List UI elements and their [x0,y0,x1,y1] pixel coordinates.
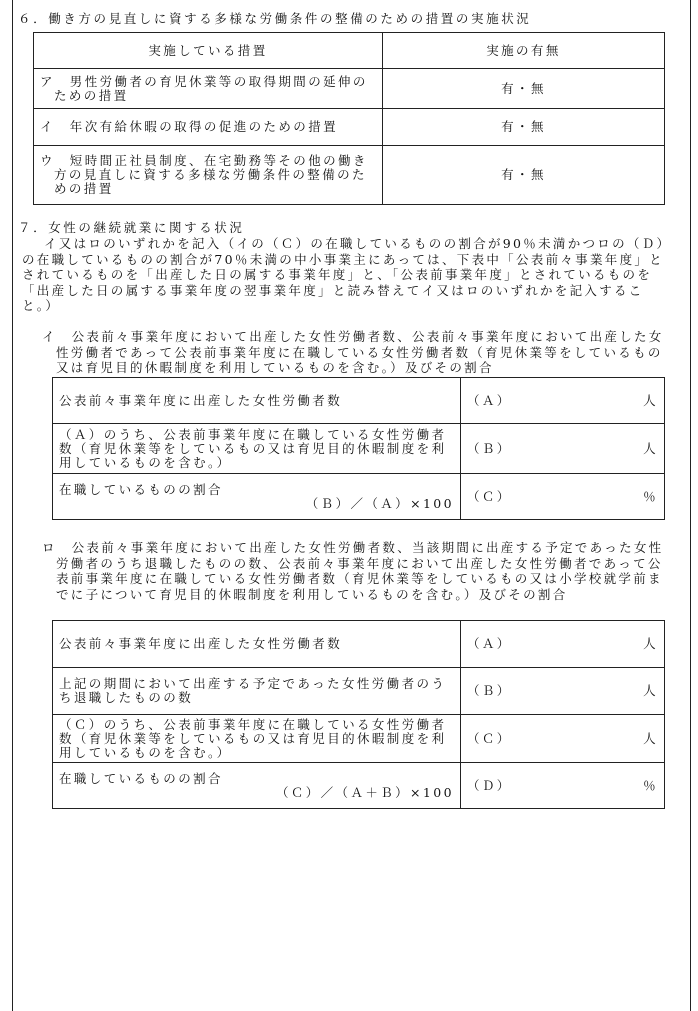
i-row-b-value [461,424,665,474]
ro-row-c-value [461,715,665,763]
table-row [34,109,665,146]
ro-row-d-formula: （Ｃ）／（Ａ＋Ｂ）×100 [275,784,454,800]
ro-row-c-unit: 人 [643,730,658,746]
section7-ro-table [52,620,665,809]
i-row-c-formula: （Ｂ）／（Ａ）×100 [305,495,454,511]
i-row-c-unit: ％ [643,488,658,504]
i-row-a-value [461,378,665,424]
i-row-c-value [461,474,665,520]
status-i[interactable]: 有・無 [383,109,665,146]
section7-i-title: イ 公表前々事業年度において出産した女性労働者数、公表前々事業年度において出産した女性労働者であって公表前事業年度に在職している女性労働者数（育児休業等をしているもの又は育児目的休暇制度を利用しているものを含む。）及びその割合 [42,329,664,375]
i-row-a-key: （Ａ） [467,392,512,408]
status-u[interactable]: 有・無 [383,146,665,205]
section7-instructions: イ又はロのいずれかを記入（イの（Ｃ）の在職しているものの割合が90％未満かつロの（Ｄ）の在職しているものの割合が70％未満の中小事業主にあっては、下表中「公表前々事業年度」とされているものを「出産した日の属する事業年度」と、「公表前事業年度」とされているものを「出産した日の属する事業年度の翌事業年度」と読み替えてイ又はロのいずれかを記入すること。） [22,236,672,313]
table-row [53,715,665,763]
ro-row-a-key: （Ａ） [467,636,512,651]
measure-a: ア 男性労働者の育児休業等の取得期間の延伸のための措置 [34,69,383,109]
ro-row-b-unit: 人 [643,683,658,698]
section7-ro-title: ロ 公表前々事業年度において出産した女性労働者数、当該期間に出産する予定であった女性労働者のうち退職したものの数、公表前々事業年度において出産した女性労働者であって公表前事業年度に在職している女性労働者数（育児休業等をしているもの又は小学校就学前までに子について育児目的休暇制度を利用しているものを含む。）及びその割合 [42,540,664,602]
ro-row-d-label: 在職しているものの割合 [59,770,223,786]
section7-i-table [52,377,665,520]
ro-row-a-label: 公表前々事業年度に出産した女性労働者数 [53,621,461,668]
ro-row-a-unit: 人 [643,636,658,651]
i-row-c-label: 在職しているものの割合 [59,481,223,497]
ro-row-c-key: （Ｃ） [467,730,512,746]
i-row-a-unit: 人 [643,392,658,408]
col-status-header: 実施の有無 [383,33,665,69]
i-row-b-label: （Ａ）のうち、公表前事業年度に在職している女性労働者数（育児休業等をしているもの又は育児目的休暇制度を利用しているものを含む。） [53,424,461,474]
measure-u: ウ 短時間正社員制度、在宅勤務等その他の働き方の見直しに資する多様な労働条件の整備のための措置 [34,146,383,205]
ro-row-d-cell [53,763,461,809]
section6-table [33,32,665,205]
ro-row-d-value [461,763,665,809]
i-row-a-label: 公表前々事業年度に出産した女性労働者数 [53,378,461,424]
section6-heading: ６．働き方の見直しに資する多様な労働条件の整備のための措置の実施状況 [18,11,532,26]
ro-row-d-key: （Ｄ） [467,777,512,793]
table-header-row [34,33,665,69]
ro-row-c-label: （Ｃ）のうち、公表前事業年度に在職している女性労働者数（育児休業等をしているもの又は育児目的休暇制度を利用しているものを含む。） [53,715,461,763]
col-measure-header: 実施している措置 [34,33,383,69]
i-row-b-key: （Ｂ） [467,440,512,456]
page-border-left [12,0,13,1011]
ro-row-b-value [461,668,665,715]
measure-i: イ 年次有給休暇の取得の促進のための措置 [34,109,383,146]
table-row [53,424,665,474]
ro-row-b-label: 上記の期間において出産する予定であった女性労働者のうち退職したものの数 [53,668,461,715]
table-row [53,378,665,424]
status-a[interactable]: 有・無 [383,69,665,109]
i-row-b-unit: 人 [643,440,658,456]
section7-heading: ７．女性の継続就業に関する状況 [18,220,245,235]
ro-row-b-key: （Ｂ） [467,683,512,698]
table-row [53,621,665,668]
i-row-c-cell [53,474,461,520]
ro-row-d-unit: ％ [643,777,658,793]
table-row [53,474,665,520]
table-row [34,69,665,109]
table-row [34,146,665,205]
table-row [53,763,665,809]
i-row-c-key: （Ｃ） [467,488,512,504]
ro-row-a-value [461,621,665,668]
page-border-right [690,0,691,1011]
table-row [53,668,665,715]
